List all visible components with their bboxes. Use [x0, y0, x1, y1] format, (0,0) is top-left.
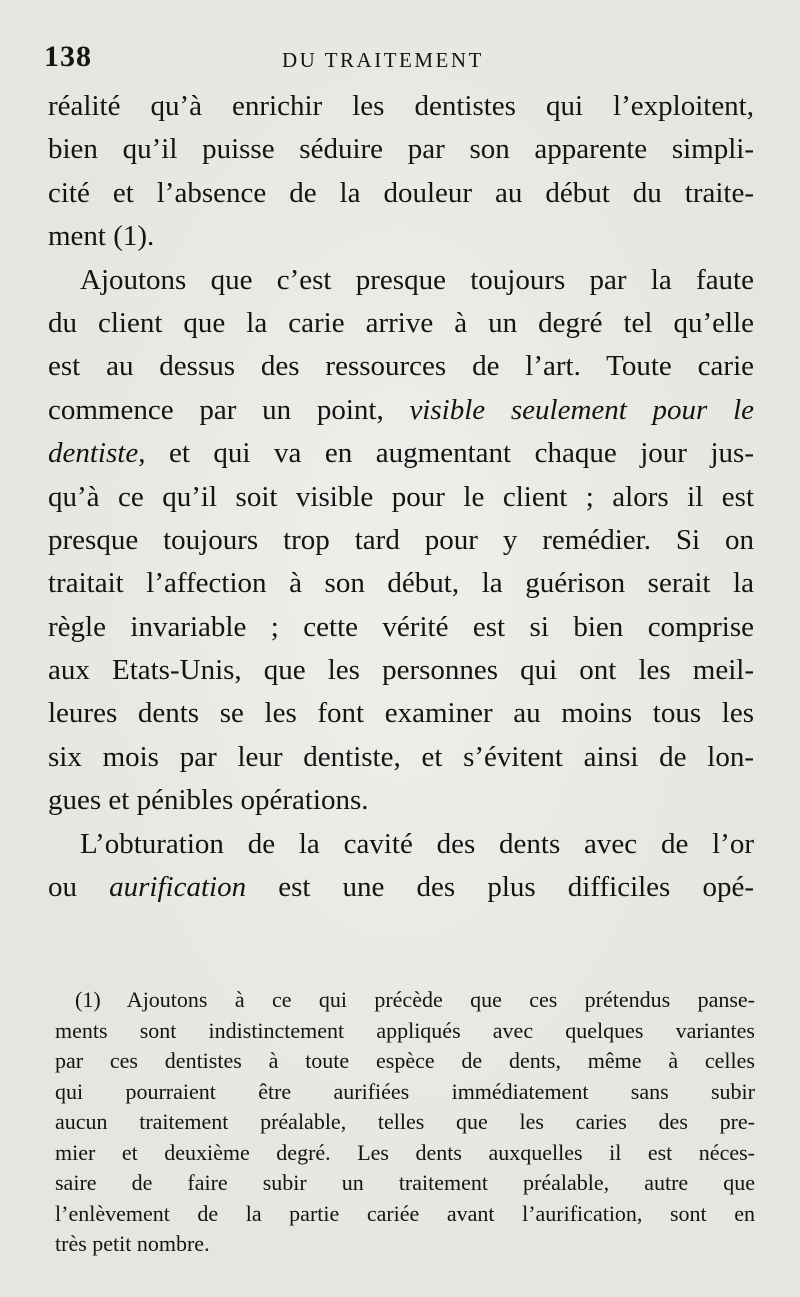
text-line: règle invariable ; cette vérité est si bien comprise: [48, 610, 754, 643]
text-line: cité et l’absence de la douleur au début du traite-: [48, 176, 754, 209]
italic-emphasis: dentiste,: [48, 437, 146, 470]
footnote-line: ments sont indistinctement appliqués avec quelques variantes: [55, 1017, 755, 1043]
text-line: aux Etats-Unis, que les personnes qui ont les meil-: [48, 654, 754, 687]
main-text: [48, 85, 754, 909]
page-number: 138: [44, 40, 92, 73]
footnote-line: aucun traitement préalable, telles que les caries des pre-: [55, 1109, 755, 1134]
footnote-line: par ces dentistes à toute espèce de dents, même à celles: [55, 1048, 755, 1073]
page-header: [42, 38, 758, 78]
footnote-line: très petit nombre.: [55, 1231, 210, 1256]
text-line: du client que la carie arrive à un degré tel qu’elle: [48, 306, 754, 339]
text-line: réalité qu’à enrichir les dentistes qui l’exploitent,: [48, 90, 754, 122]
text-line: est au dessus des ressources de l’art. Toute carie: [48, 350, 754, 383]
text-line: leures dents se les font examiner au moins tous les: [48, 697, 754, 730]
text-line: [48, 866, 754, 909]
italic-emphasis: visible seulement pour le: [409, 393, 755, 426]
text-line: gues et pénibles opérations.: [48, 784, 369, 817]
running-head: DU TRAITEMENT: [282, 48, 484, 72]
text-line: [48, 432, 754, 475]
footnote-line: l’enlèvement de la partie cariée avant l’aurification, sont en: [55, 1200, 755, 1226]
text-span: ou: [48, 871, 77, 904]
text-line: presque toujours trop tard pour y remédier. Si on: [48, 523, 754, 556]
text-line: six mois par leur dentiste, et s’évitent ainsi de lon-: [48, 740, 754, 773]
italic-emphasis: aurification: [109, 871, 247, 904]
text-line: ment (1).: [48, 220, 155, 253]
text-span: est une des plus difficiles opé-: [278, 871, 754, 904]
footnote-line: mier et deuxième degré. Les dents auxquelles il est néces-: [55, 1139, 755, 1165]
text-line: bien qu’il puisse séduire par son apparente simpli-: [48, 133, 754, 166]
text-line: qu’à ce qu’il soit visible pour le client ; alors il est: [48, 480, 754, 513]
text-line: [48, 389, 754, 432]
footnote: [55, 985, 755, 1260]
text-span: commence par un point,: [48, 393, 384, 426]
text-span: et qui va en augmentant chaque jour jus-: [168, 437, 754, 470]
footnote-line: saire de faire subir un traitement préalable, autre que: [55, 1170, 755, 1195]
text-line: L’obturation de la cavité des dents avec de l’or: [80, 827, 754, 860]
footnote-line: (1) Ajoutons à ce qui précède que ces prétendus panse-: [75, 987, 755, 1012]
footnote-line: qui pourraient être aurifiées immédiatement sans subir: [55, 1078, 755, 1104]
text-line: traitait l’affection à son début, la guérison serait la: [48, 567, 754, 600]
text-line: Ajoutons que c’est presque toujours par la faute: [80, 263, 754, 296]
